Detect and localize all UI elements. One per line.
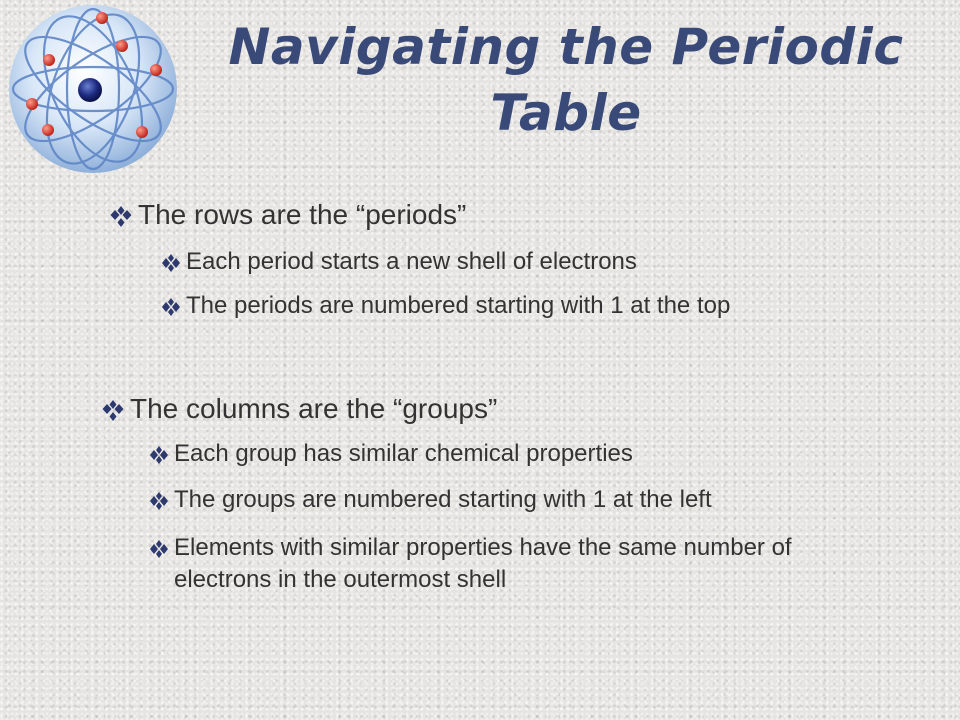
slide-title: Navigating the Periodic Table [228, 18, 904, 142]
subbullet-groups-numbered [148, 484, 938, 516]
four-diamond-bullet-icon [100, 392, 130, 426]
bullet-rows-periods [108, 198, 908, 232]
subbullet-text: The periods are numbered starting with 1 at the top [186, 292, 731, 319]
subbullet-text: The groups are numbered starting with 1 at the left [174, 486, 712, 513]
subbullet-outermost-shell [148, 532, 868, 596]
subbullet-similar-properties [148, 438, 908, 470]
atom-icon [4, 4, 182, 174]
subbullet-text: Each period starts a new shell of electrons [186, 248, 637, 275]
subbullet-text: Each group has similar chemical properties [174, 440, 633, 467]
four-diamond-bullet-icon [148, 532, 174, 564]
four-diamond-bullet-icon [160, 246, 186, 278]
subbullet-periods-numbered [160, 290, 880, 322]
bullet-text: The columns are the “groups” [130, 393, 498, 424]
four-diamond-bullet-icon [108, 198, 138, 232]
four-diamond-bullet-icon [148, 438, 174, 470]
subbullet-period-new-shell [160, 246, 900, 278]
bullet-text: The rows are the “periods” [138, 199, 467, 230]
four-diamond-bullet-icon [160, 290, 186, 322]
subbullet-text: Elements with similar properties have the same number of electrons in the outermost shell [174, 534, 792, 593]
bullet-columns-groups [100, 392, 900, 426]
four-diamond-bullet-icon [148, 484, 174, 516]
